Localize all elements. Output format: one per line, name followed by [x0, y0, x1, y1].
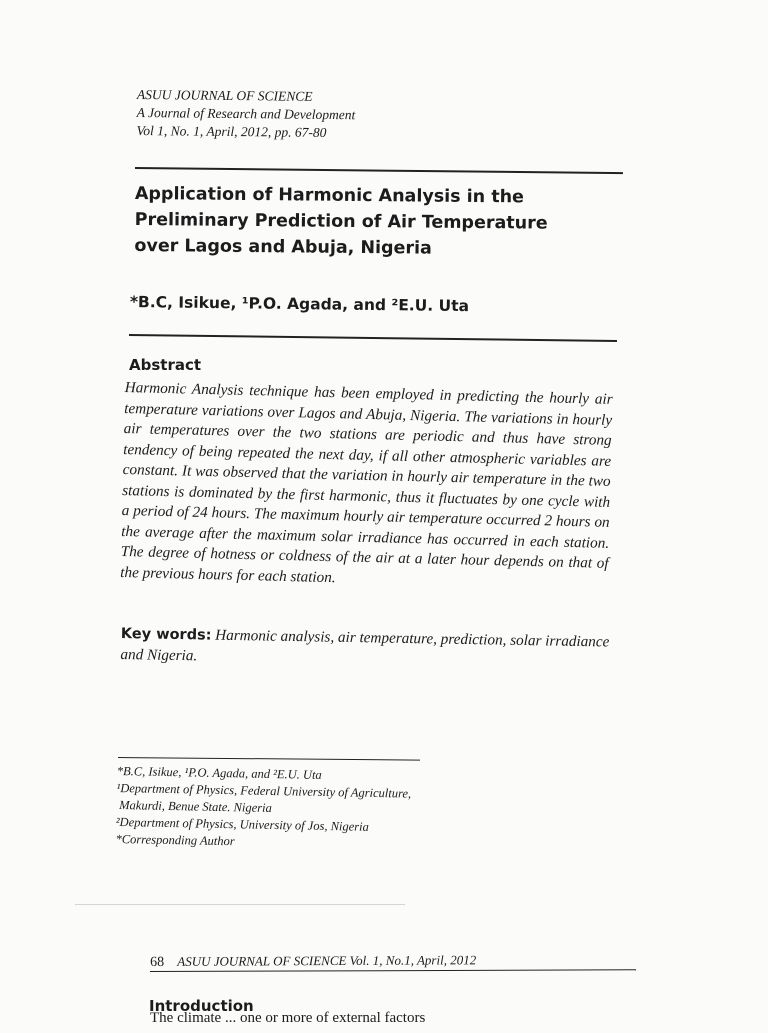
footnote-divider — [118, 757, 420, 761]
footnote-line: *Corresponding Author — [115, 831, 235, 849]
article-title — [134, 181, 605, 263]
article-authors: *B.C, Isikue, ¹P.O. Agada, and ²E.U. Uta — [129, 293, 470, 316]
title-line: Application of Harmonic Analysis in the — [134, 183, 525, 208]
journal-name: ASUU JOURNAL OF SCIENCE — [136, 86, 313, 104]
journal-info — [136, 86, 457, 143]
abstract-text: Harmonic Analysis technique has been employed in predicting the hourly air temperature variations over Lagos and Abuja, Nigeria. The variations in hourly air temperatures over the two stations are periodic and thus have strong tendency of being repeated the next day, if all other atmospheric variables are constant. It was observed that the variation in hourly air temperature in the two stations is dominated by the first harmonic, thus it fluctuates by one cycle with a period of 24 hours. The maximum hourly air temperature occurred 2 hours on the average after the maximum solar irradiance has occurred in each station. The degree of hotness or coldness of the air at a later hour depends on that of the previous hours for each station. — [120, 378, 613, 586]
page-break-mark — [75, 904, 405, 905]
footnotes — [115, 763, 497, 855]
journal-issue: Vol 1, No. 1, April, 2012, pp. 67-80 — [136, 122, 327, 140]
footnote-line: *B.C, Isikue, ¹P.O. Agada, and ²E.U. Uta — [116, 763, 322, 782]
authors-divider — [129, 334, 617, 342]
keywords-label: Key words: — [120, 625, 212, 644]
introduction-text-cut — [150, 1010, 650, 1026]
introduction-partial-text: The climate ... one or more of external factors — [150, 1010, 426, 1026]
keywords-text: Harmonic analysis, air temperature, prediction, solar irradiance and Nigeria. — [120, 626, 610, 664]
page-number: 68 — [150, 954, 165, 970]
header-divider — [135, 167, 623, 174]
footnote-line: ²Department of Physics, University of Jos, Nigeria — [115, 814, 369, 834]
introduction-heading: Introduction — [149, 997, 254, 1015]
abstract-heading: Abstract — [129, 356, 202, 374]
keywords — [120, 624, 611, 674]
footnote-line: Makurdi, Benue State. Nigeria — [119, 798, 272, 815]
title-line: Preliminary Prediction of Air Temperature — [134, 209, 548, 234]
footnote-line: ¹Department of Physics, Federal University of Agriculture, — [116, 780, 412, 801]
running-header-text: ASUU JOURNAL OF SCIENCE Vol. 1, No.1, April, 2012 — [177, 952, 477, 969]
title-line: over Lagos and Abuja, Nigeria — [134, 235, 432, 259]
running-header — [150, 952, 476, 971]
journal-subtitle: A Journal of Research and Development — [136, 104, 356, 123]
